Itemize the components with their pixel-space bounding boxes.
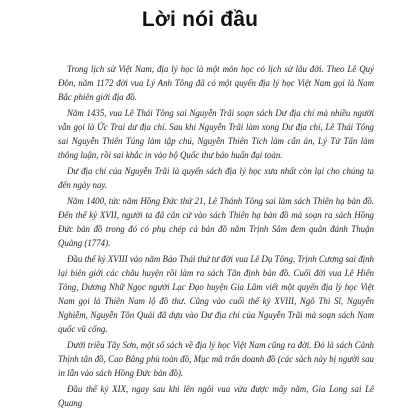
page-title: Lời nói đầu (141, 8, 259, 31)
document-body (58, 62, 374, 412)
paragraph-4: Năm 1400, tức năm Hồng Đức thứ 21, Lê Thánh Tông sai làm sách Thiên hạ bản đồ. Đến thế kỷ XVII, người ta đã căn cứ vào sách Thiên hạ bản đồ mà soạn ra sách Hồng Đức bản đồ trong đó có phụ chép cả bản đồ năm Trịnh Sâm đem quân đánh Thuận Quảng (1774). (58, 196, 374, 248)
paragraph-7: Đầu thế kỷ XIX, ngay sau khi lên ngôi vua vừa được mấy năm, Gia Long sai Lê Quang (58, 384, 374, 408)
paragraph-2: Năm 1435, vua Lê Thái Tông sai Nguyễn Trãi soạn sách Dư địa chí mà nhiều người vẫn gọi là Ức Trai dư địa chí. Sau khi Nguyễn Trãi làm xong Dư địa chí, Lê Thái Tông sai Nguyễn Thiên Túng làm tập chú, Nguyễn Thiên Tích làm cẩn án, Lý Tử Tấn làm thông luận, rồi sai khắc in vào bộ Quốc thư bảo huấn đại toàn. (58, 108, 374, 160)
paragraph-1: Trong lịch sử Việt Nam, địa lý học là một môn học có lịch sử lâu đời. Theo Lê Quý Đôn, năm 1172 đời vua Lý Anh Tông đã có một quyển địa lý học Việt Nam gọi là Nam Bắc phiên giới địa đồ. (58, 64, 374, 102)
paragraph-5: Đầu thế kỷ XVIII vào năm Bảo Thái thứ tư đời vua Lê Dụ Tông, Trịnh Cương sai định lại biên giới các châu huyện rồi làm ra sách Tân định bản đồ. Cuối đời vua Lê Hiển Tông, Dương Nhữ Ngọc người Lạc Đạo huyện Gia Lâm viết một quyển địa lý học Việt Nam gọi là Thiên Nam lộ đồ thư. Cũng vào cuối thế kỷ XVIII, Ngô Thì Sĩ, Nguyễn Nghiễm, Nguyễn Tôn Quải đã dựa vào Dư địa chí của Nguyễn Trãi mà soạn sách Nam quốc vũ cống. (58, 254, 374, 334)
paragraph-3: Dư địa chí của Nguyễn Trãi là quyển sách địa lý học xưa nhất còn lại cho chúng ta đến ngày nay. (58, 166, 374, 190)
paragraph-6: Dưới triều Tây Sơn, một số sách về địa lý học Việt Nam cũng ra đời. Đó là sách Cảnh Thịnh tân đồ, Cao Bằng phủ toàn đồ, Mục mã trấn doanh đồ (các sách này bị người sau in lẫn vào sách Hồng Đức bản đồ). (58, 340, 374, 378)
